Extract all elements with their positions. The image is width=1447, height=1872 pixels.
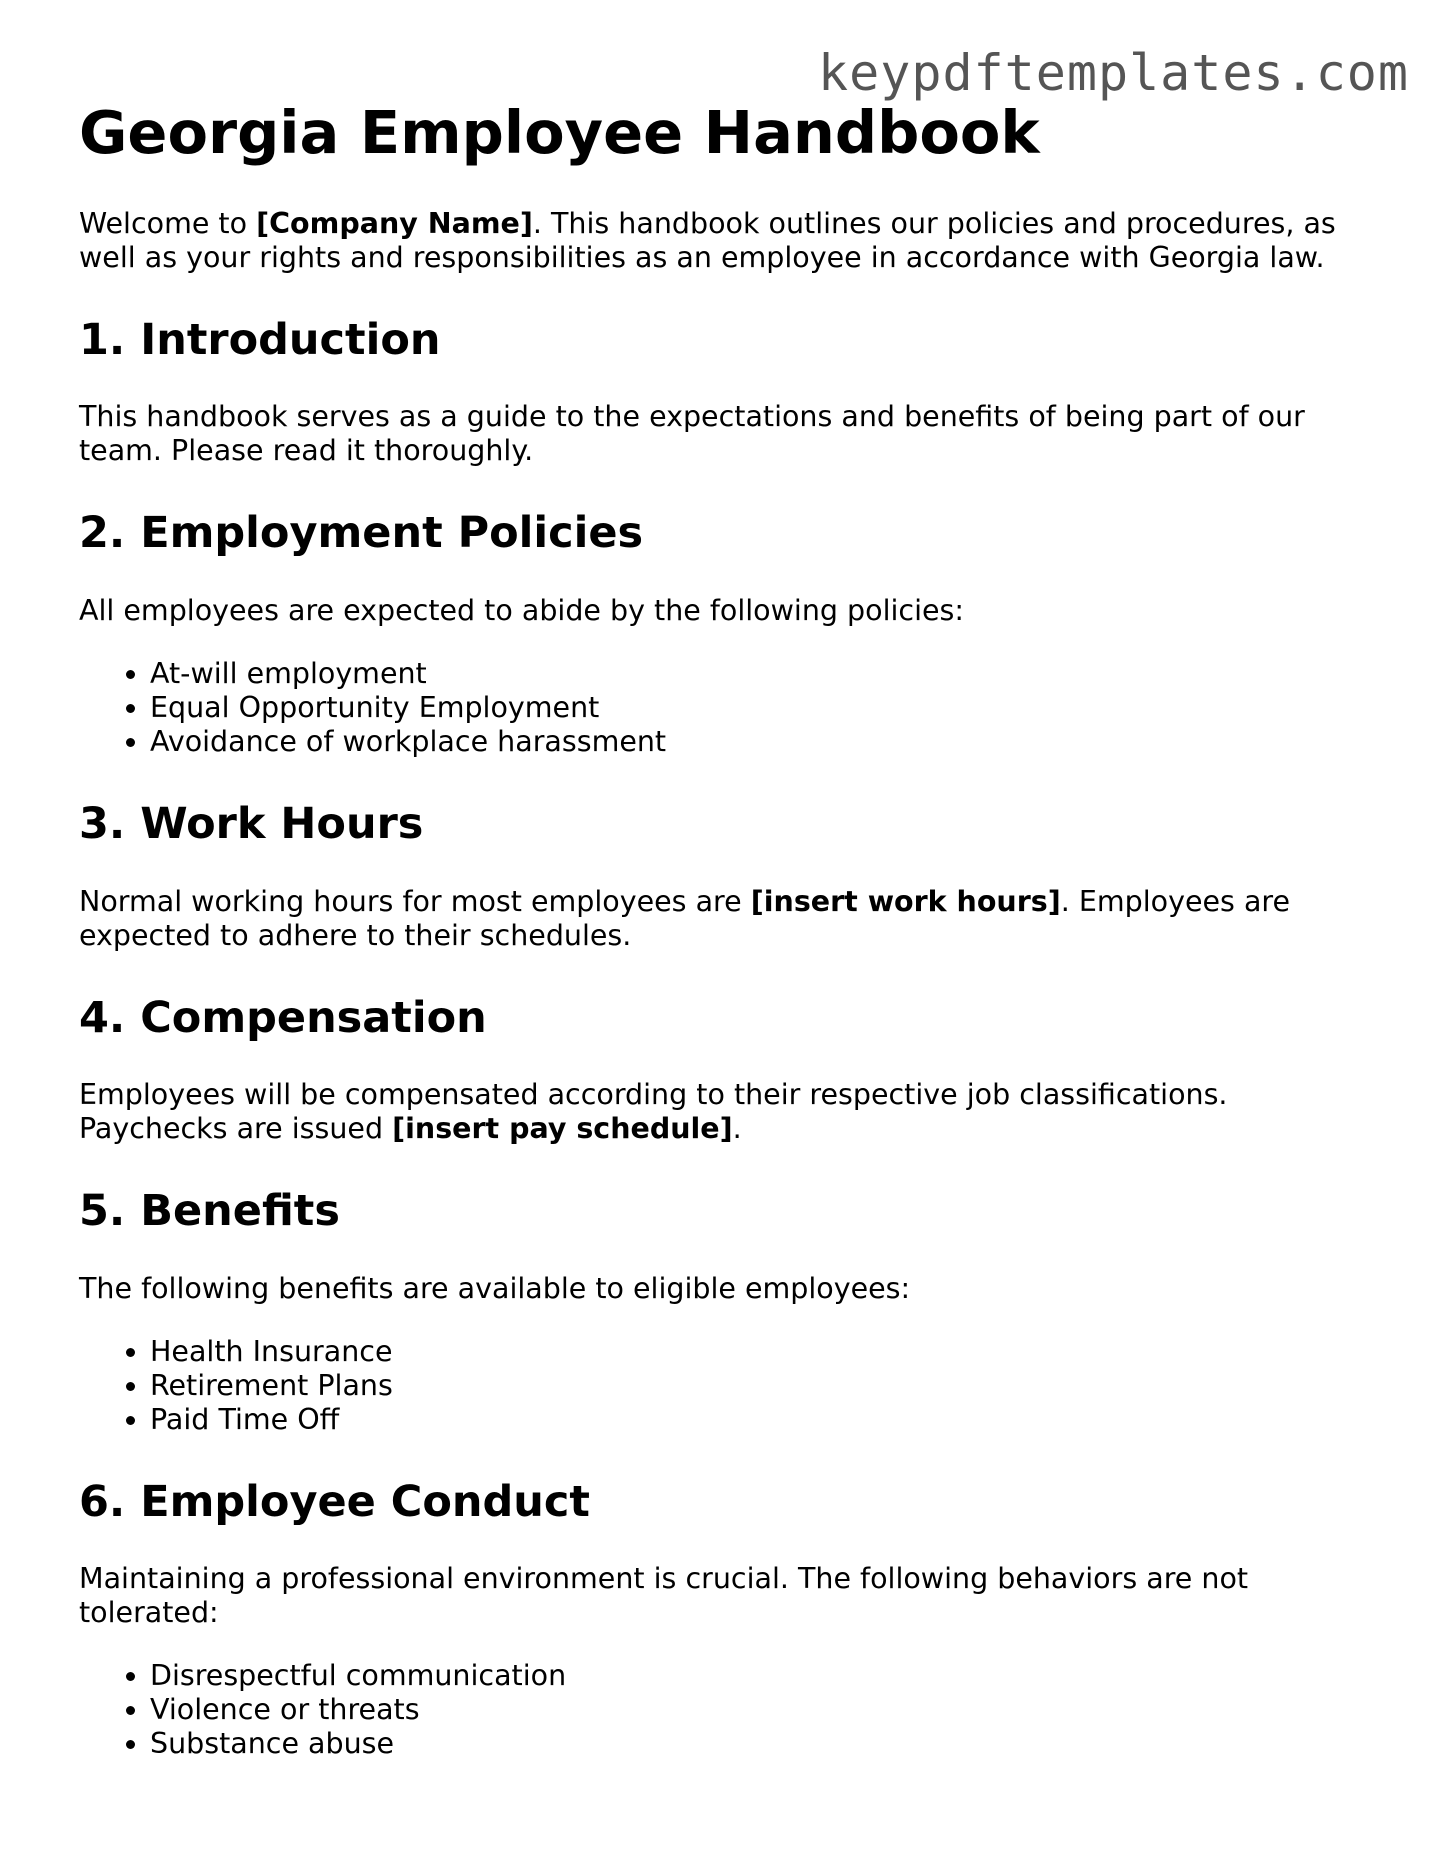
compensation-text-before: Employees will be compensated according to their respective job classifications. Paychecks are issued	[79, 1078, 1228, 1146]
section-benefits	[79, 1186, 1369, 1437]
list-item: • At-will employment	[150, 657, 1369, 691]
document-page	[79, 98, 1369, 1761]
intro-text-before: Welcome to	[79, 206, 257, 240]
conduct-list	[79, 1659, 1369, 1761]
section-text: Maintaining a professional environment is crucial. The following behaviors are not tolerated:	[79, 1562, 1249, 1630]
watermark: keypdftemplates.com	[818, 44, 1409, 102]
section-text: All employees are expected to abide by the following policies:	[79, 593, 964, 627]
pay-schedule-placeholder: [insert pay schedule]	[392, 1112, 733, 1146]
intro-text-after: . This handbook outlines our policies and procedures, as well as your rights and responsibilities as an employee in accordance with Georgia law.	[79, 206, 1336, 274]
section-introduction	[79, 315, 1369, 469]
list-item: • Equal Opportunity Employment	[150, 691, 1369, 725]
section-heading: 5. Benefits	[79, 1186, 340, 1237]
section-employee-conduct	[79, 1477, 1369, 1762]
section-text: The following benefits are available to eligible employees:	[79, 1271, 911, 1305]
hours-text-before: Normal working hours for most employees are	[79, 884, 751, 918]
list-item: • Disrespectful communication	[150, 1659, 1369, 1693]
section-heading: 1. Introduction	[79, 314, 441, 365]
list-item: • Retirement Plans	[150, 1369, 1369, 1403]
intro-paragraph	[79, 207, 1369, 275]
company-name-placeholder: [Company Name]	[256, 206, 533, 240]
section-text	[79, 885, 1369, 953]
policies-list	[79, 657, 1369, 759]
list-item: • Violence or threats	[150, 1693, 1369, 1727]
section-compensation	[79, 993, 1369, 1147]
benefits-list	[79, 1335, 1369, 1437]
page-title: Georgia Employee Handbook	[79, 98, 1040, 167]
section-employment-policies	[79, 508, 1369, 759]
section-work-hours	[79, 799, 1369, 953]
section-heading: 3. Work Hours	[79, 798, 424, 849]
list-item: • Avoidance of workplace harassment	[150, 725, 1369, 759]
work-hours-placeholder: [insert work hours]	[750, 884, 1061, 918]
section-text: This handbook serves as a guide to the expectations and benefits of being part of our team. Please read it thoroughly.	[79, 400, 1305, 468]
section-heading: 6. Employee Conduct	[79, 1476, 590, 1527]
list-item: • Paid Time Off	[150, 1403, 1369, 1437]
section-text	[79, 1078, 1369, 1146]
list-item: • Health Insurance	[150, 1335, 1369, 1369]
section-heading: 2. Employment Policies	[79, 508, 644, 559]
section-heading: 4. Compensation	[79, 992, 487, 1043]
list-item: • Substance abuse	[150, 1727, 1369, 1761]
compensation-text-after: .	[732, 1112, 742, 1146]
hours-text-after: . Employees are expected to adhere to their schedules.	[79, 884, 1291, 952]
